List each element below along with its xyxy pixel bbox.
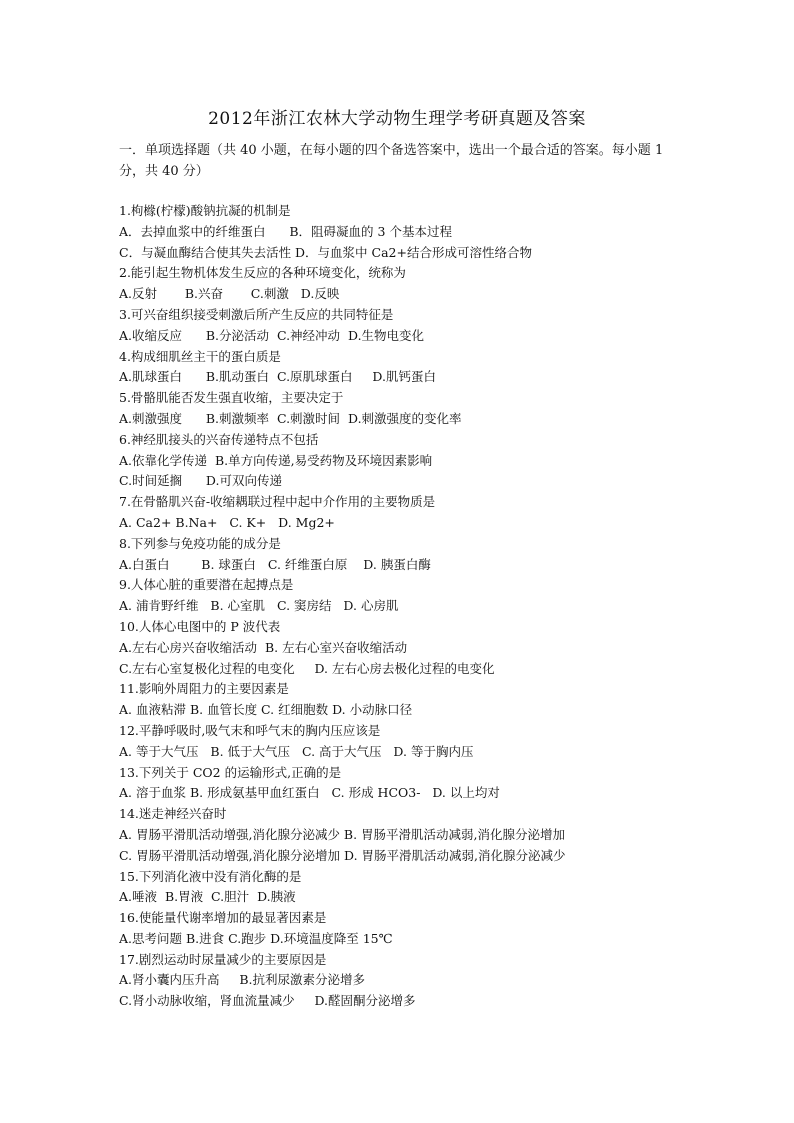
- question-line: A.反射 B.兴奋 C.刺激 D.反映: [119, 286, 340, 302]
- question-line: 3.可兴奋组织接受刺激后所产生反应的共同特征是: [119, 306, 394, 322]
- question-line: 10.人体心电图中的 P 波代表: [119, 618, 281, 634]
- question-line: 12.平静呼吸时,吸气末和呼气末的胸内压应该是: [119, 722, 381, 738]
- question-line: C.肾小动脉收缩，肾血流量减少 D.醛固酮分泌增多: [119, 993, 416, 1009]
- question-line: 16.使能量代谢率增加的最显著因素是: [119, 910, 327, 926]
- question-line: C.左右心室复极化过程的电变化 D. 左右心房去极化过程的电变化: [119, 660, 495, 676]
- question-line: 11.影响外周阻力的主要因素是: [119, 681, 289, 697]
- question-line: 6.神经肌接头的兴奋传递特点不包括: [119, 431, 319, 447]
- question-line: A.收缩反应 B.分泌活动 C.神经冲动 D.生物电变化: [119, 327, 425, 343]
- question-line: A. 等于大气压 B. 低于大气压 C. 高于大气压 D. 等于胸内压: [119, 743, 474, 759]
- question-line: 9.人体心脏的重要潜在起搏点是: [119, 577, 294, 593]
- question-line: 17.剧烈运动时尿量减少的主要原因是: [119, 951, 327, 967]
- question-line: C.时间延搁 D.可双向传递: [119, 473, 282, 489]
- question-line: 13.下列关于 CO2 的运输形式,正确的是: [119, 764, 342, 780]
- question-line: 8.下列参与免疫功能的成分是: [119, 535, 281, 551]
- question-line: A.刺激强度 B.刺激频率 C.刺激时间 D.刺激强度的变化率: [119, 410, 462, 426]
- question-line: A.左右心房兴奋收缩活动 B. 左右心室兴奋收缩活动: [119, 639, 408, 655]
- question-line: 4.构成细肌丝主干的蛋白质是: [119, 348, 281, 364]
- question-list: [119, 201, 699, 1012]
- question-line: 1.枸橼(柠檬)酸钠抗凝的机制是: [119, 203, 291, 218]
- question-line: C．与凝血酶结合使其失去活性 D．与血浆中 Ca2+结合形成可溶性络合物: [119, 244, 532, 260]
- question-line: 5.骨骼肌能否发生强直收缩，主要决定于: [119, 390, 344, 406]
- question-line: A.白蛋白 B. 球蛋白 C. 纤维蛋白原 D. 胰蛋白酶: [119, 556, 431, 572]
- question-line: A. Ca2+ B.Na+ C. K+ D. Mg2+: [119, 514, 335, 530]
- question-line: A. 溶于血浆 B. 形成氨基甲血红蛋白 C. 形成 HCO3- D. 以上均对: [119, 785, 500, 801]
- question-line: 7.在骨骼肌兴奋-收缩耦联过程中起中介作用的主要物质是: [119, 494, 436, 510]
- document-title: 2012年浙江农林大学动物生理学考研真题及答案: [208, 109, 586, 129]
- question-line: A. 浦肯野纤维 B. 心室肌 C. 窦房结 D. 心房肌: [119, 598, 399, 614]
- question-line: A.思考问题 B.进食 C.跑步 D.环境温度降至 15℃: [119, 930, 393, 946]
- question-line: A.依靠化学传递 B.单方向传递,易受药物及环境因素影响: [119, 452, 433, 468]
- question-line: A. 胃肠平滑肌活动增强,消化腺分泌减少 B. 胃肠平滑肌活动减弱,消化腺分泌增加: [119, 826, 566, 842]
- section-instructions: 一．单项选择题（共 40 小题，在每小题的四个备选答案中，选出一个最合适的答案。每小题 1 分，共 40 分）: [119, 143, 664, 179]
- question-line: A.肾小囊内压升高 B.抗利尿激素分泌增多: [119, 972, 366, 988]
- question-line: 14.迷走神经兴奋时: [119, 806, 227, 822]
- question-line: 15.下列消化液中没有消化酶的是: [119, 868, 302, 884]
- question-line: A. 血液粘滞 B. 血管长度 C. 红细胞数 D. 小动脉口径: [119, 702, 413, 718]
- question-line: C. 胃肠平滑肌活动增强,消化腺分泌增加 D. 胃肠平滑肌活动减弱,消化腺分泌减少: [119, 847, 566, 863]
- question-line: A．去掉血浆中的纤维蛋白 B．阻碍凝血的 3 个基本过程: [119, 223, 452, 239]
- question-line: A.唾液 B.胃液 C.胆汁 D.胰液: [119, 889, 296, 905]
- question-line: A.肌球蛋白 B.肌动蛋白 C.原肌球蛋白 D.肌钙蛋白: [119, 369, 436, 385]
- question-line: 2.能引起生物机体发生反应的各种环境变化，统称为: [119, 265, 406, 281]
